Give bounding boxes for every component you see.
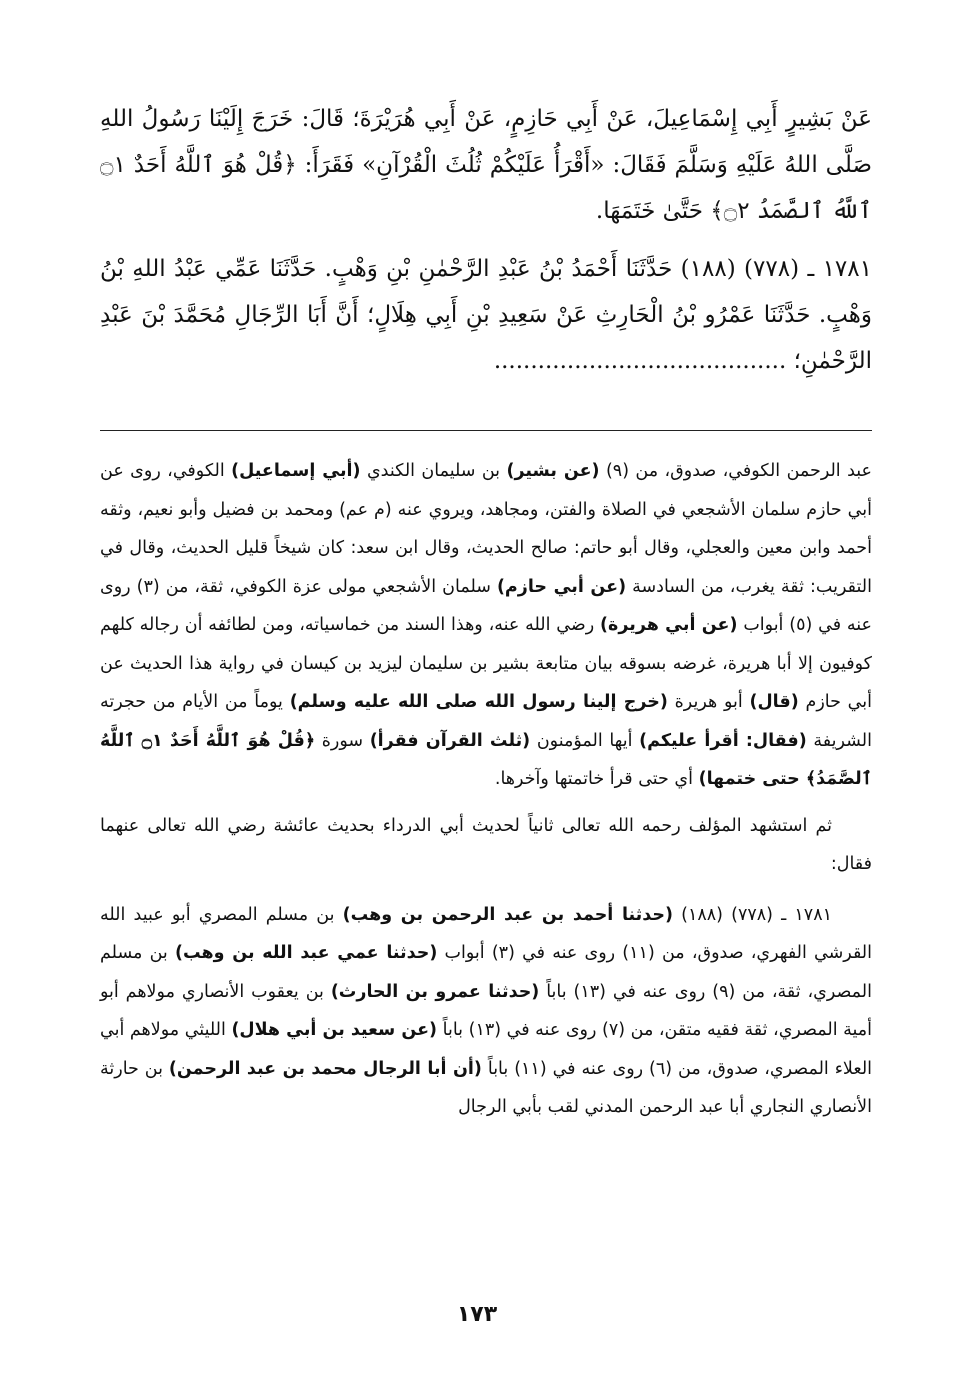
commentary-paragraph-3: ١٧٨١ ـ (٧٧٨) (١٨٨) (حدثنا أحمد بن عبد الرحمن بن وهب) بن مسلم المصري أبو عبيد الله القرشي الفهري، صدوق، من (١١) روى عنه في (٣) أبواب (حدثنا عمي عبد الله بن وهب) بن مسلم المصري، ثقة، من (٩) روى عنه في (١٣) باباً (حدثنا عمرو بن الحارث) بن يعقوب الأنصاري مولاهم أبو أمية المصري، ثقة فقيه متقن، من (٧) روى عنه في (١٣) باباً (عن سعيد بن أبي هلال) الليثي مولاهم أبي العلاء المصري، صدوق، من (٦) روى عنه في (١١) باباً (أن أبا الرجال محمد بن عبد الرحمن) بن حارثة الأنصاري النجاري أبا عبد الرحمن المدني لقب بأبي الرجال: [100, 904, 873, 1117]
commentary-paragraph-1: عبد الرحمن الكوفي، صدوق، من (٩) (عن بشير) بن سليمان الكندي (أبي إسماعيل) الكوفي، روى عن أبي حازم سلمان الأشجعي في الصلاة والفتن، ومجاهد، ويروي عنه (م عم) ومحمد بن فضيل وأبو نعيم، وثقه أحمد وابن معين والعجلي، وقال أبو حاتم: صالح الحديث، وقال ابن سعد: كان شيخاً قليل الحديث، وقال في التقريب: ثقة يغرب، من السادسة (عن أبي حازم) سلمان الأشجعي مولى عزة الكوفي، ثقة، من (٣) روى عنه في (٥) أبواب (عن أبي هريرة) رضي الله عنه، وهذا السند من خماسياته، ومن لطائفه أن رجاله كلهم كوفيون إلا أبا هريرة، غرضه بسوقه بيان متابعة بشير بن سليمان ليزيد بن كيسان في رواية هذا الحديث عن أبي حازم (قال) أبو هريرة (خرج إلينا رسول الله صلى الله عليه وسلم) يوماً من الأيام من حجرته الشريفة (فقال: أقرأ عليكم) أيها المؤمنون (ثلث القرآن فقرأ) سورة ﴿قُلْ هُوَ ٱللَّهُ أَحَدٌ ۝١ ٱللَّهُ ٱلصَّمَدُ﴾ حتى ختمها) أي حتى قرأ خاتمتها وآخرها.: [100, 461, 872, 789]
hadith-second-paragraph: ١٧٨١ ـ (٧٧٨) (١٨٨) حَدَّثَنَا أَحْمَدُ بْنُ عَبْدِ الرَّحْمٰنِ بْنِ وَهْبٍ. حَدَّثَنَا عَمِّي عَبْدُ اللهِ بْنُ وَهْبٍ. حَدَّثَنَا عَمْرُو بْنُ الْحَارِثِ عَنْ سَعِيدِ بْنِ أَبِي هِلَالٍ؛ أَنَّ أَبَا الرِّجَالِ مُحَمَّدَ بْنَ عَبْدِ الرَّحْمٰنِ؛ ........................................: [100, 256, 872, 374]
commentary-paragraph-2: ثم استشهد المؤلف رحمه الله تعالى ثانياً لحديث أبي الدرداء بحديث عائشة رضي الله تعالى عنهما فقال:: [100, 815, 872, 874]
page-number: ١٧٣: [456, 1302, 498, 1327]
footnote-divider: [100, 430, 872, 431]
hadith-chain-paragraph: عَنْ بَشِيرٍ أَبِي إِسْمَاعِيلَ، عَنْ أَبِي حَازِمٍ، عَنْ أَبِي هُرَيْرَةَ؛ قَالَ: خَرَجَ إِلَيْنَا رَسُولُ اللهِ صَلَّى اللهُ عَلَيْهِ وَسَلَّمَ فَقَالَ: «أَقْرَأُ عَلَيْكُمْ ثُلُثَ الْقُرْآنِ» فَقَرَأَ: ﴿قُلْ هُوَ ٱللَّهُ أَحَدٌ ۝١ ٱللَّهُ ٱلصَّمَدُ ۝٢﴾ حَتَّىٰ خَتَمَهَا.: [100, 106, 872, 224]
hadith-text: [100, 96, 872, 384]
commentary-text: [100, 452, 872, 1127]
